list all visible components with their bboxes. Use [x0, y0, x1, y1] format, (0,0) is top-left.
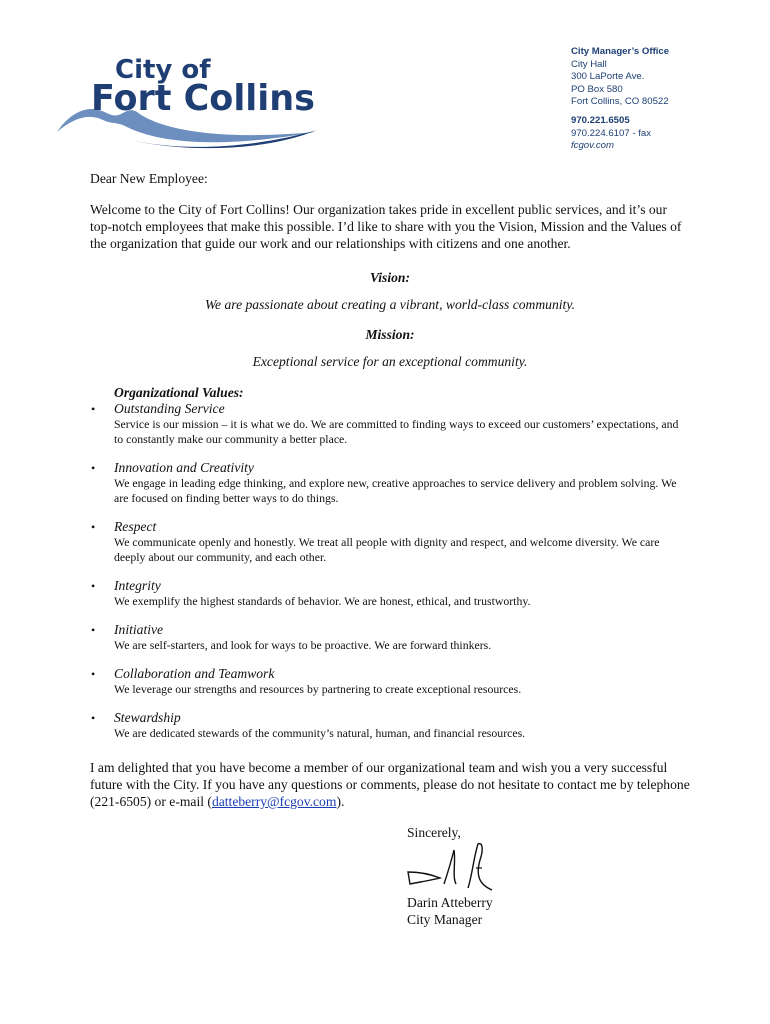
greeting: Dear New Employee:	[90, 171, 208, 186]
value-description: We are self-starters, and look for ways to be proactive. We are forward thinkers.	[114, 638, 492, 652]
bullet-icon: •	[91, 579, 96, 593]
value-item	[90, 519, 690, 565]
signer-name: Darin Atteberry	[407, 895, 493, 910]
value-description: Service is our mission – it is what we do. We are committed to finding ways to exceed our customers’ expectations, and to constantly make our community a better place.	[114, 417, 679, 446]
mission-heading: Mission:	[365, 327, 415, 342]
letter-body	[90, 170, 690, 370]
closing-paragraph	[90, 759, 690, 810]
email-link[interactable]: datteberry@fcgov.com	[211, 794, 337, 809]
address-line: 300 LaPorte Ave.	[571, 71, 645, 83]
vision-text: We are passionate about creating a vibrant, world-class community.	[204, 297, 576, 312]
logo-city-of-text: City of	[115, 55, 211, 85]
bullet-icon: •	[91, 402, 96, 416]
value-title: Integrity	[114, 578, 161, 593]
bullet-icon: •	[91, 520, 96, 534]
value-item	[90, 622, 690, 653]
values-list	[90, 385, 690, 754]
value-item	[90, 666, 690, 697]
bullet-icon: •	[91, 623, 96, 637]
contact-block	[571, 46, 761, 153]
address-line: City Hall	[571, 58, 607, 70]
bullet-icon: •	[91, 461, 96, 475]
signer-title: City Manager	[407, 912, 483, 927]
value-description: We engage in leading edge thinking, and explore new, creative approaches to service delivery and problem solving. We are focused on finding better ways to do things.	[114, 476, 677, 505]
value-item	[90, 460, 690, 506]
address-line: PO Box 580	[571, 83, 623, 95]
office-name: City Manager’s Office	[571, 46, 670, 57]
closing-text-start: I am delighted that you have become a member of our organizational team and wish you a very successful future with the City. If you have any questions or comments, please do not hesitate to contact me by telephone (221-6505) or e-mail (	[90, 760, 690, 809]
value-title: Stewardship	[114, 710, 181, 725]
value-item	[90, 710, 690, 741]
signoff: Sincerely,	[407, 825, 461, 840]
value-title: Initiative	[114, 622, 164, 637]
value-description: We communicate openly and honestly. We treat all people with dignity and respect, and welcome diversity. We care deeply about our community, and each other.	[114, 535, 660, 564]
values-heading: Organizational Values:	[114, 385, 244, 400]
value-title: Collaboration and Teamwork	[114, 666, 275, 681]
closing-text-end: ).	[336, 794, 345, 809]
address-line: Fort Collins, CO 80522	[571, 96, 669, 108]
city-logo-graphic	[55, 50, 325, 150]
vision-heading: Vision:	[369, 270, 411, 285]
signature-graphic	[406, 838, 496, 896]
bullet-icon: •	[91, 711, 96, 725]
value-title: Innovation and Creativity	[114, 460, 254, 475]
signature	[406, 838, 496, 896]
value-description: We exemplify the highest standards of behavior. We are honest, ethical, and trustworthy.	[114, 594, 531, 608]
bullet-icon: •	[91, 667, 96, 681]
website: fcgov.com	[571, 140, 615, 152]
signer-block	[407, 894, 493, 928]
value-description: We leverage our strengths and resources by partnering to create exceptional resources.	[114, 682, 522, 696]
value-item	[90, 401, 690, 447]
phone-number: 970.221.6505	[571, 114, 630, 126]
value-title: Outstanding Service	[114, 401, 225, 416]
mission-text: Exceptional service for an exceptional community.	[252, 354, 528, 369]
logo-fort-collins-text: Fort Collins	[91, 78, 315, 119]
value-description: We are dedicated stewards of the community’s natural, human, and financial resources.	[114, 726, 526, 740]
closing-text	[90, 759, 690, 810]
value-item	[90, 578, 690, 609]
fax-number: 970.224.6107 - fax	[571, 127, 652, 139]
value-title: Respect	[114, 519, 157, 534]
city-logo	[55, 50, 325, 150]
intro-paragraph: Welcome to the City of Fort Collins! Our organization takes pride in excellent public services, and it’s our top-notch employees that make this possible. I’d like to share with you the Vision, Mission and the Values of the organization that guide our work and our relationships with citizens and one another.	[90, 202, 682, 251]
